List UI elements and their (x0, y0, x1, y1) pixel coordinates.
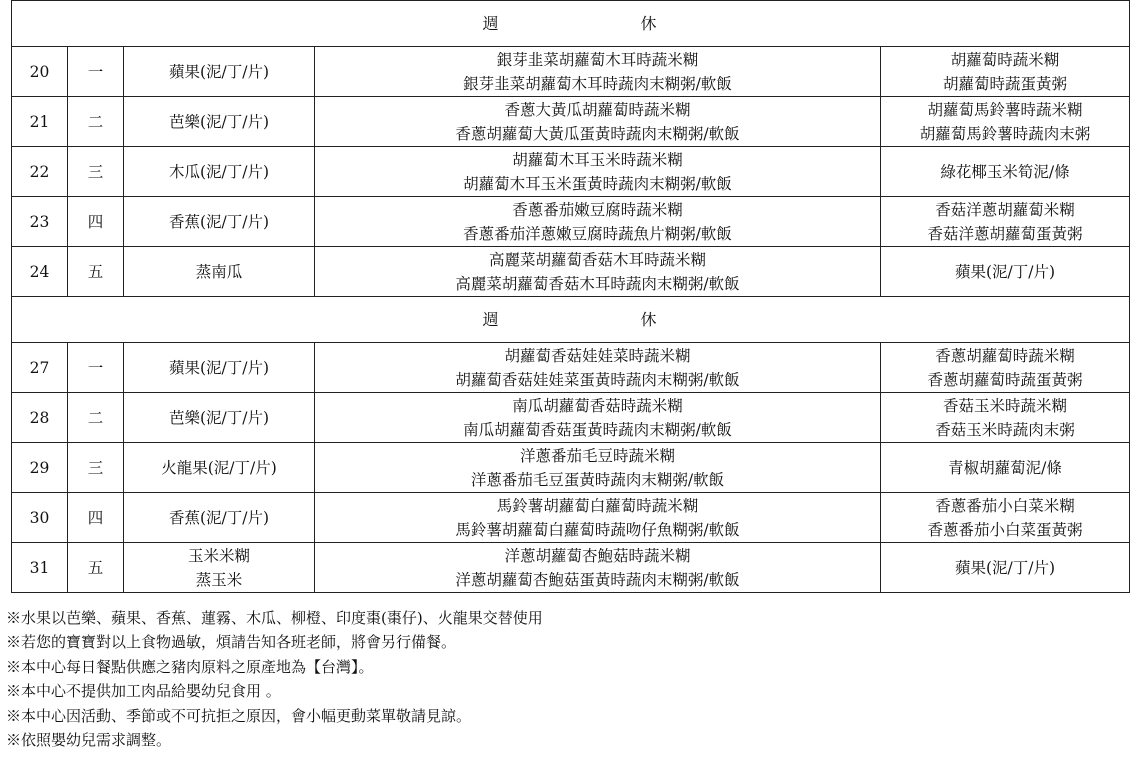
day-row (12, 343, 1130, 393)
day-row (12, 197, 1130, 247)
snack-cell-line: 香菇洋蔥胡蘿蔔米糊 (935, 200, 1075, 219)
note-line: ※本中心每日餐點供應之豬肉原料之原產地為【台灣】。 (6, 657, 374, 676)
note-line: ※若您的寶寶對以上食物過敏，煩請告知各班老師，將會另行備餐。 (6, 633, 457, 652)
meal-cell-line: 馬鈴薯胡蘿蔔白蘿蔔時蔬吻仔魚糊粥/軟飯 (455, 520, 740, 539)
date-cell: 22 (12, 147, 68, 197)
meal-cell-line: 胡蘿蔔木耳玉米蛋黃時蔬肉末糊粥/軟飯 (463, 174, 732, 193)
snack-cell-line: 青椒胡蘿蔔泥/條 (948, 458, 1062, 477)
meal-cell-line: 銀芽韭菜胡蘿蔔木耳時蔬米糊 (496, 50, 699, 69)
note-line: ※本中心不提供加工肉品給嬰幼兒食用 。 (6, 682, 281, 701)
meal-cell-line: 南瓜胡蘿蔔香菇蛋黃時蔬肉末糊粥/軟飯 (463, 420, 732, 439)
weekday-cell: 四 (68, 197, 124, 247)
meal-cell (315, 343, 881, 393)
meal-cell-line: 銀芽韭菜胡蘿蔔木耳時蔬肉末糊粥/軟飯 (463, 74, 732, 93)
note-line: ※依照嬰幼兒需求調整。 (6, 731, 172, 750)
fruit-cell (124, 97, 315, 147)
date-cell: 31 (12, 543, 68, 593)
meal-cell-line: 胡蘿蔔木耳玉米時蔬米糊 (512, 150, 683, 169)
meal-cell (315, 443, 881, 493)
meal-cell-line: 高麗菜胡蘿蔔香菇木耳時蔬肉末糊粥/軟飯 (455, 274, 740, 293)
fruit-cell (124, 543, 315, 593)
fruit-cell-line: 芭樂(泥/丁/片) (168, 408, 270, 427)
fruit-cell-line: 芭樂(泥/丁/片) (168, 112, 270, 131)
weekday-cell: 五 (68, 543, 124, 593)
weekday-cell: 四 (68, 493, 124, 543)
snack-cell-line: 胡蘿蔔時蔬蛋黃粥 (942, 74, 1067, 93)
meal-cell (315, 543, 881, 593)
snack-cell-line: 香菇玉米時蔬米糊 (942, 396, 1067, 415)
snack-cell-line: 香蔥胡蘿蔔時蔬蛋黃粥 (927, 370, 1083, 389)
meal-cell (315, 47, 881, 97)
day-row (12, 147, 1130, 197)
meal-cell-line: 胡蘿蔔香菇娃娃菜時蔬米糊 (504, 346, 691, 365)
snack-cell-line: 蘋果(泥/丁/片) (954, 558, 1056, 577)
meal-cell-line: 洋蔥胡蘿蔔杏鮑菇時蔬米糊 (504, 546, 691, 565)
fruit-cell-line: 蒸玉米 (195, 570, 243, 589)
meal-cell (315, 393, 881, 443)
weekday-cell: 三 (68, 443, 124, 493)
note-line: ※本中心因活動、季節或不可抗拒之原因，會小幅更動菜單敬請見諒。 (6, 706, 472, 725)
date-cell: 21 (12, 97, 68, 147)
date-cell: 24 (12, 247, 68, 297)
snack-cell-line: 胡蘿蔔時蔬米糊 (950, 50, 1060, 69)
weekday-cell: 二 (68, 393, 124, 443)
fruit-cell (124, 393, 315, 443)
week-off-cell (12, 1, 1130, 47)
snack-cell-line: 香蔥胡蘿蔔時蔬米糊 (935, 346, 1075, 365)
snack-cell-line: 胡蘿蔔馬鈴薯時蔬肉末粥 (919, 124, 1091, 143)
fruit-cell (124, 47, 315, 97)
weekday-cell: 二 (68, 97, 124, 147)
snack-cell-line: 蘋果(泥/丁/片) (954, 262, 1056, 281)
snack-cell-line: 胡蘿蔔馬鈴薯時蔬米糊 (927, 100, 1083, 119)
meal-cell-line: 洋蔥番茄毛豆時蔬米糊 (519, 446, 675, 465)
day-row (12, 493, 1130, 543)
day-row (12, 247, 1130, 297)
fruit-cell (124, 493, 315, 543)
note-line: ※水果以芭樂、蘋果、香蕉、蓮霧、木瓜、柳橙、印度棗(棗仔)、火龍果交替使用 (6, 609, 543, 627)
notes-section (6, 606, 543, 752)
meal-cell (315, 197, 881, 247)
day-row (12, 47, 1130, 97)
weekday-cell: 一 (68, 47, 124, 97)
fruit-cell (124, 247, 315, 297)
meal-cell-line: 高麗菜胡蘿蔔香菇木耳時蔬米糊 (488, 250, 706, 269)
meal-cell-line: 香蔥胡蘿蔔大黃瓜蛋黃時蔬肉末糊粥/軟飯 (455, 124, 740, 143)
week-off-left: 週 (482, 13, 501, 33)
week-off-right: 休 (640, 309, 659, 329)
fruit-cell-line: 香蕉(泥/丁/片) (168, 212, 270, 231)
weekday-cell: 三 (68, 147, 124, 197)
date-cell: 30 (12, 493, 68, 543)
meal-cell (315, 97, 881, 147)
week-off-right: 休 (640, 13, 659, 33)
meal-cell-line: 馬鈴薯胡蘿蔔白蘿蔔時蔬米糊 (496, 496, 699, 515)
day-row (12, 393, 1130, 443)
weekly-menu-table (11, 0, 1130, 593)
fruit-cell (124, 147, 315, 197)
menu-body (12, 1, 1130, 593)
snack-cell (881, 247, 1130, 297)
snack-cell (881, 47, 1130, 97)
meal-cell-line: 香蔥番茄嫩豆腐時蔬米糊 (512, 200, 683, 219)
fruit-cell (124, 197, 315, 247)
date-cell: 23 (12, 197, 68, 247)
fruit-cell (124, 343, 315, 393)
meal-cell-line: 南瓜胡蘿蔔香菇時蔬米糊 (512, 396, 683, 415)
meal-cell (315, 247, 881, 297)
fruit-cell-line: 蘋果(泥/丁/片) (168, 358, 270, 377)
day-row (12, 443, 1130, 493)
snack-cell (881, 97, 1130, 147)
weekday-cell: 一 (68, 343, 124, 393)
fruit-cell-line: 玉米米糊 (187, 546, 250, 565)
date-cell: 20 (12, 47, 68, 97)
weekday-cell: 五 (68, 247, 124, 297)
meal-cell-line: 洋蔥胡蘿蔔杏鮑菇蛋黃時蔬肉末糊粥/軟飯 (455, 570, 740, 589)
week-off-left: 週 (482, 309, 501, 329)
date-cell: 29 (12, 443, 68, 493)
meal-cell-line: 洋蔥番茄毛豆蛋黃時蔬肉末糊粥/軟飯 (470, 470, 725, 489)
snack-cell (881, 443, 1130, 493)
meal-cell-line: 胡蘿蔔香菇娃娃菜蛋黃時蔬肉末糊粥/軟飯 (455, 370, 740, 389)
snack-cell (881, 393, 1130, 443)
snack-cell-line: 香蔥番茄小白菜米糊 (935, 496, 1075, 515)
snack-cell (881, 343, 1130, 393)
meal-cell (315, 147, 881, 197)
date-cell: 28 (12, 393, 68, 443)
snack-cell-line: 香蔥番茄小白菜蛋黃粥 (927, 520, 1083, 539)
snack-cell (881, 147, 1130, 197)
day-row (12, 97, 1130, 147)
fruit-cell-line: 木瓜(泥/丁/片) (168, 162, 270, 181)
snack-cell-line: 綠花椰玉米筍泥/條 (940, 162, 1070, 181)
snack-cell-line: 香菇玉米時蔬肉末粥 (935, 420, 1075, 439)
fruit-cell-line: 蒸南瓜 (195, 262, 243, 281)
meal-cell-line: 香蔥番茄洋蔥嫩豆腐時蔬魚片糊粥/軟飯 (463, 224, 732, 243)
snack-cell (881, 493, 1130, 543)
week-off-row (12, 297, 1130, 343)
snack-cell (881, 197, 1130, 247)
fruit-cell-line: 蘋果(泥/丁/片) (168, 62, 270, 81)
snack-cell (881, 543, 1130, 593)
day-row (12, 543, 1130, 593)
date-cell: 27 (12, 343, 68, 393)
fruit-cell-line: 香蕉(泥/丁/片) (168, 508, 270, 527)
meal-cell (315, 493, 881, 543)
meal-cell-line: 香蔥大黃瓜胡蘿蔔時蔬米糊 (504, 100, 691, 119)
fruit-cell-line: 火龍果(泥/丁/片) (161, 458, 277, 477)
week-off-cell (12, 297, 1130, 343)
week-off-row (12, 1, 1130, 47)
fruit-cell (124, 443, 315, 493)
snack-cell-line: 香菇洋蔥胡蘿蔔蛋黃粥 (927, 224, 1083, 243)
